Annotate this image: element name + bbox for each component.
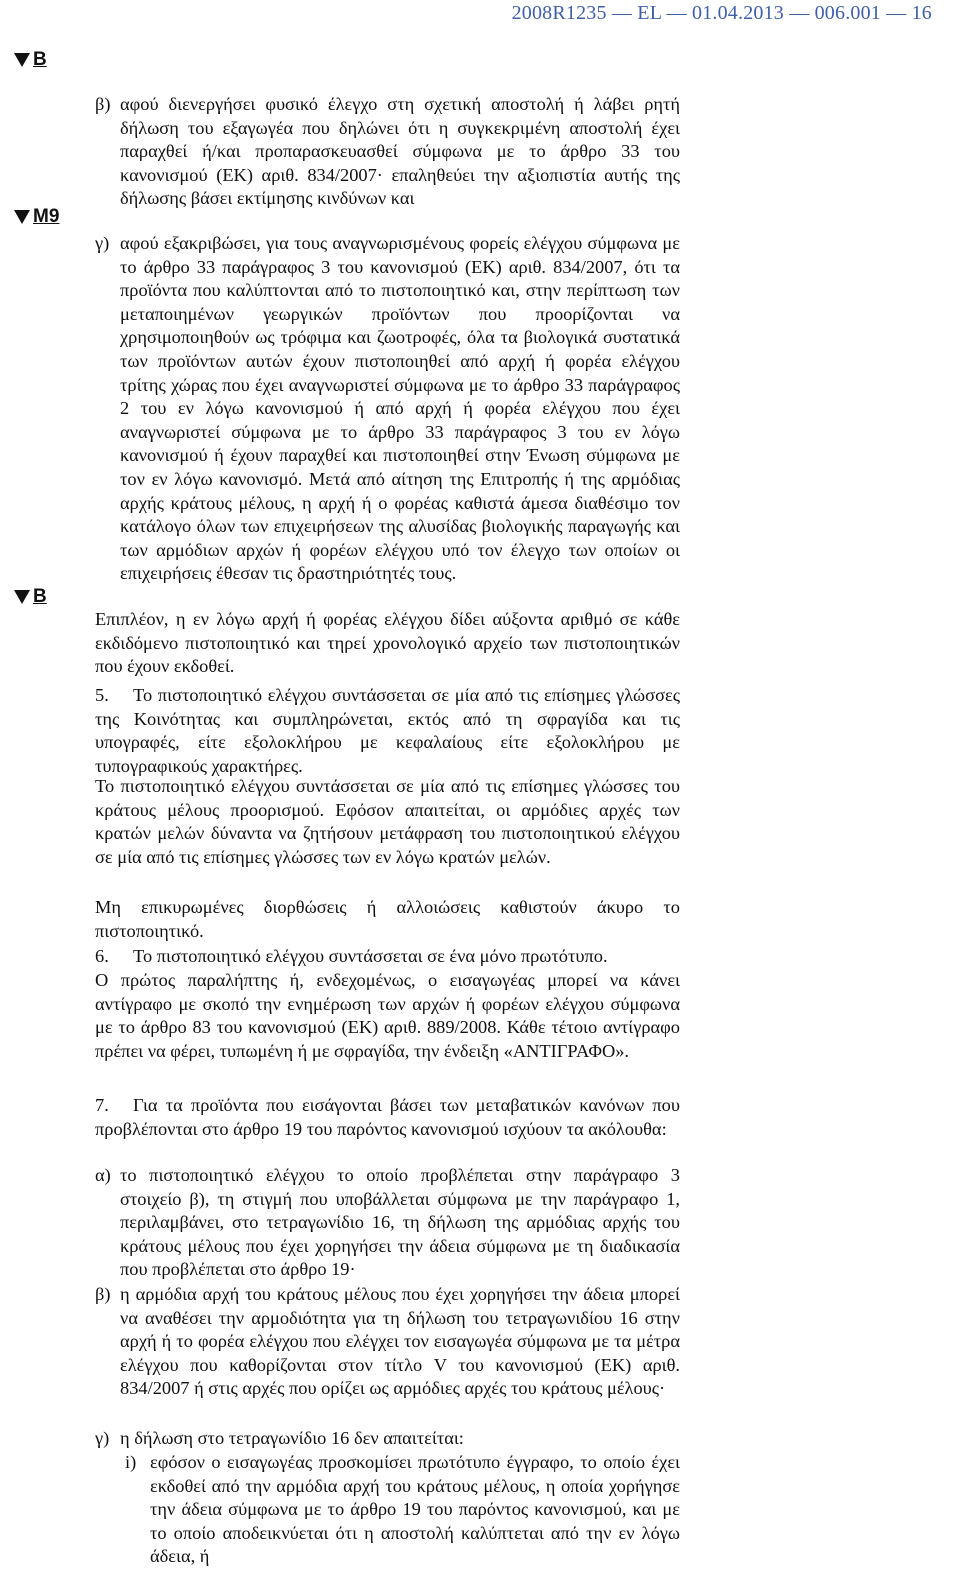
header-reference: 2008R1235 — EL — 01.04.2013 — 006.001 — 16 [511, 2, 932, 24]
item-label: α) [95, 1165, 111, 1185]
page-header [0, 0, 960, 30]
list-item-b2 [95, 1283, 680, 1401]
paragraph: Το πιστοποιητικό ελέγχου συντάσσεται σε μία από τις επίσημες γλώσσες του κράτους μέλους προορισμού. Εφόσον απαιτείται, οι αρμόδιες αρχές των κρατών μελών δύναντα να ζητήσουν μετάφραση του πιστοποιητικού ελέγχου σε μία από τις επίσημες γλώσσες των εν λόγω κρατών μελών. [95, 776, 680, 867]
paragraph-number: 6. [95, 946, 109, 966]
triangle-down-icon [14, 590, 30, 604]
item-text: αφού εξακριβώσει, για τους αναγνωρισμένους φορείς ελέγχου σύμφωνα με το άρθρο 33 παράγραφος 3 του κανονισμού (ΕΚ) αριθ. 834/2007, ότι τα προϊόντα που καλύπτονται από το πιστοποιητικό και, στην περίπτωση των μεταποιημένων γεωργικών προϊόντων που προορίζονται να χρησιμοποιηθούν ως τρόφιμα και ζωοτροφές, όλα τα βιολογικά συστατικά των προϊόντων αυτών έχουν πιστοποιηθεί από αρχή ή φορέα ελέγχου τρίτης χώρας που έχει αναγνωριστεί σύμφωνα με το άρθρο 33 παράγραφος 2 του εν λόγω κανονισμού ή από αρχή ή φορέα ελέγχου που έχει αναγνωριστεί σύμφωνα με το άρθρο 33 παράγραφος 3 του εν λόγω κανονισμού ή έχουν παραχθεί και πιστοποιηθεί στην Ένωση σύμφωνα με τον εν λόγω κανονισμό. Μετά από αίτηση της Επιτροπής ή της αρμόδιας αρχής κράτους μέλους, η αρχή ή ο φορέας καθιστά άμεσα διαθέσιμο τον κατάλογο όλων των επιχειρήσεων της αλυσίδας βιολογικής παραγωγής και των αρμόδιων αρχών ή φορέων ελέγχου υπό τον έλεγχο των οποίων οι επιχειρήσεις έθεσαν τις δραστηριότητές τους. [120, 233, 680, 584]
marker-code: M9 [33, 206, 60, 227]
item-text: αφού διενεργήσει φυσικό έλεγχο στη σχετική αποστολή ή λάβει ρητή δήλωση του εξαγωγέα που δηλώνει ότι η συγκεκριμένη αποστολή έχει παραχθεί ή/και προπαρασκευασθεί σύμφωνα με το άρθρο 33 του κανονισμού (ΕΚ) αριθ. 834/2007· επαληθεύει την αξιοπιστία αυτής της δήλωσης βάσει εκτίμησης κινδύνων και [120, 94, 680, 209]
item-label: γ) [95, 1428, 110, 1448]
item-label: β) [95, 94, 111, 114]
paragraph-text: Το πιστοποιητικό ελέγχου συντάσσεται σε μία από τις επίσημες γλώσσες της Κοινότητας και συμπληρώνεται, εκτός από τη σφραγίδα και τις υπογραφές, είτε εξολοκλήρου με κεφαλαίους είτε εξολοκλήρου με τυπογραφικούς χαρακτήρες. [95, 685, 680, 776]
paragraph-text: Για τα προϊόντα που εισάγονται βάσει των μεταβατικών κανόνων που προβλέπονται στο άρθρο 19 του παρόντος κανονισμού ισχύουν τα ακόλουθα: [95, 1095, 680, 1139]
paragraph-number: 7. [95, 1095, 109, 1115]
paragraph-number: 5. [95, 685, 109, 705]
triangle-down-icon [14, 210, 30, 224]
item-label: γ) [95, 233, 110, 253]
paragraph: Ο πρώτος παραλήπτης ή, ενδεχομένως, ο εισαγωγέας μπορεί να κάνει αντίγραφο με σκοπό την ενημέρωση των αρχών ή φορέων ελέγχου σύμφωνα με το άρθρο 83 του κανονισμού (ΕΚ) αριθ. 889/2008. Κάθε τέτοιο αντίγραφο πρέπει να φέρει, τυπωμένη ή με σφραγίδα, την ένδειξη «ΑΝΤΙΓΡΑΦΟ». [95, 970, 680, 1061]
amendment-marker-m9[interactable] [14, 206, 59, 228]
amendment-marker-b[interactable] [14, 586, 47, 608]
numbered-paragraph-7 [95, 1094, 680, 1141]
amendment-marker-b[interactable] [14, 49, 47, 71]
paragraph: Επιπλέον, η εν λόγω αρχή ή φορέας ελέγχου δίδει αύξοντα αριθμό σε κάθε εκδιδόμενο πιστοποιητικό και τηρεί χρονολογικό αρχείο των πιστοποιητικών που έχουν εκδοθεί. [95, 609, 680, 677]
numbered-paragraph-6 [95, 945, 680, 969]
paragraph-text: Το πιστοποιητικό ελέγχου συντάσσεται σε ένα μόνο πρωτότυπο. [133, 946, 608, 966]
item-label: i) [125, 1452, 137, 1472]
numbered-paragraph-5 [95, 684, 680, 778]
item-text: το πιστοποιητικό ελέγχου το οποίο προβλέπεται στην παράγραφο 3 στοιχείο β), τη στιγμή που υποβάλλεται σύμφωνα με την παράγραφο 1, περιλαμβάνει, στο τετραγωνίδιο 16, τη δήλωση της αρμόδιας αρχής του κράτους μέλους που έχει χορηγήσει την άδεια σύμφωνα με τη διαδικασία που προβλέπεται στο άρθρο 19· [120, 1165, 680, 1280]
item-text: εφόσον ο εισαγωγέας προσκομίσει πρωτότυπο έγγραφο, το οποίο έχει εκδοθεί από την αρμόδια αρχή του κράτους μέλους, η οποία χορήγησε την άδεια σύμφωνα με το άρθρο 19 του παρόντος κανονισμού, και με το οποίο αποδεικνύεται ότι η αποστολή καλύπτεται από την εν λόγω άδεια, ή [150, 1452, 680, 1567]
list-item-g [95, 232, 680, 586]
marker-code: B [33, 586, 47, 607]
triangle-down-icon [14, 53, 30, 67]
marker-code: B [33, 49, 47, 70]
item-text: η δήλωση στο τετραγωνίδιο 16 δεν απαιτείται: [120, 1428, 464, 1448]
item-text: η αρμόδια αρχή του κράτους μέλους που έχει χορηγήσει την άδεια μπορεί να αναθέσει την αρμοδιότητα για τη δήλωση του τετραγωνιδίου 16 στην αρχή ή το φορέα ελέγχου που ελέγχει τον εισαγωγέα σύμφωνα με τα μέτρα ελέγχου που καθορίζονται στον τίτλο V του κανονισμού (ΕΚ) αριθ. 834/2007 ή στις αρχές που ορίζει ως αρμόδιες αρχές του κράτους μέλους· [120, 1284, 680, 1399]
list-item-a [95, 1164, 680, 1282]
list-item-b [95, 93, 680, 211]
paragraph: Μη επικυρωμένες διορθώσεις ή αλλοιώσεις καθιστούν άκυρο το πιστοποιητικό. [95, 897, 680, 941]
list-item-c [95, 1427, 680, 1451]
sub-item-i [125, 1451, 680, 1569]
item-label: β) [95, 1284, 111, 1304]
